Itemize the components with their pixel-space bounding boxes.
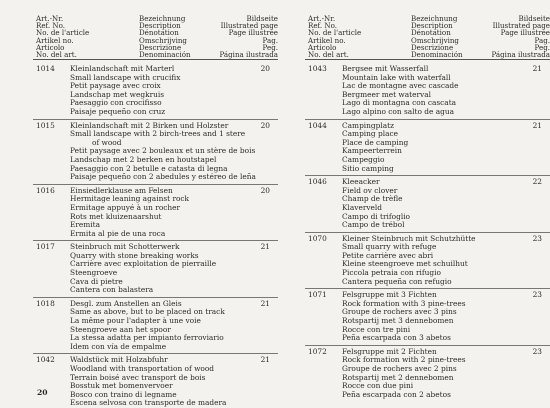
entry-divider: [33, 297, 278, 298]
description-line: Ermita al pie de una roca: [70, 228, 166, 238]
catalogue-entry: [305, 291, 550, 343]
description-line: Steinbruch mit Schotterwerk: [70, 242, 180, 252]
article-number: 1043: [308, 64, 327, 73]
description-line: Paisaje pequeño con 2 abedules y estéreo de leña: [70, 172, 256, 182]
right-column: [305, 15, 550, 399]
illustrated-page-number: 20: [260, 120, 270, 130]
description-line: Paisaje pequeño con cruz: [70, 106, 166, 116]
description-line: Rock formation with 2 pine-trees: [342, 355, 466, 365]
illustrated-page-number: 21: [260, 298, 270, 308]
description-line: Hermitage leaning against rock: [70, 194, 190, 204]
description-line: Sitio camping: [342, 163, 394, 173]
catalogue-entry: [305, 178, 550, 230]
illustrated-page-number: 21: [260, 242, 270, 252]
entry-divider: [305, 232, 550, 233]
catalogue-entry: [33, 356, 278, 408]
article-number: 1042: [36, 355, 55, 365]
description-line: Kleeacker: [342, 177, 380, 187]
description-line: Lago alpino con salto de agua: [342, 106, 455, 116]
description-line: Steengroeve: [70, 268, 118, 278]
description-line: Kleinlandschaft mit Marterl: [70, 64, 175, 73]
catalogue-entry: [305, 122, 550, 174]
illustrated-page-number: 22: [532, 177, 542, 187]
description-line: Rots met kluizenaarshut: [70, 211, 162, 221]
description-line: Cantera pequeña con refugio: [342, 276, 452, 286]
catalogue-entry: [305, 65, 550, 117]
entry-divider: [305, 288, 550, 289]
entry-description: [342, 122, 550, 174]
description-line: Small landscape with crucifix: [70, 72, 181, 82]
catalogue-entry: [33, 187, 278, 239]
description-line: Lago di montagna con cascata: [342, 98, 457, 108]
description-line: Rocce con tre pini: [342, 324, 411, 334]
column-header: [33, 15, 278, 59]
entry-list: [33, 65, 278, 408]
description-line: Campo di trifoglio: [342, 211, 411, 221]
description-line: Kampeerterrein: [342, 146, 402, 156]
description-line: Field ov clover: [342, 185, 398, 195]
description-line: Carrière avec exploitation de pierraille: [70, 259, 217, 269]
description-line: Waldstück mit Holzabfuhr: [70, 355, 168, 365]
description-line: Kleine steengroeve met schuilhut: [342, 259, 468, 269]
illustrated-page-number: 23: [532, 233, 542, 243]
description-line: Piccola petraia con rifugio: [342, 268, 441, 278]
description-line: Petit paysage avec 2 bouleaux et un stère de bois: [70, 146, 256, 156]
description-line: Felsgruppe mit 3 Fichten: [342, 290, 437, 300]
description-line: Same as above, but to be placed on track: [70, 307, 225, 317]
article-number: 1014: [36, 64, 55, 73]
description-line: La même pour l'adapter à une voie: [70, 316, 201, 326]
ref-header: Art.-Nr. Ref. No. No. de l'article Artikel no. Articolo No. del art.: [308, 14, 362, 60]
catalogue-entry: [33, 300, 278, 352]
description-line: Rock formation with 3 pine-trees: [342, 298, 466, 308]
description-line: Campo de trébol: [342, 220, 405, 230]
catalogue-entry: [305, 348, 550, 400]
description-line: Quarry with stone breaking works: [70, 250, 199, 260]
description-line: Petite carrière avec abri: [342, 250, 434, 260]
entry-divider: [33, 184, 278, 185]
entry-description: [70, 65, 278, 117]
description-line: Steengroeve aan het spoor: [70, 324, 171, 334]
description-line: Woodland with transportation of wood: [70, 364, 215, 373]
description-line: Ermitage appuyé à un rocher: [70, 202, 181, 212]
article-number: 1015: [36, 120, 55, 130]
illustrated-page-number: 21: [532, 64, 542, 73]
description-line: Rocce con due pini: [342, 381, 414, 391]
desc-header: Bezeichnung Description Dénotation Omschrijving Descrizione Denominación: [411, 14, 463, 60]
illustrated-page-number: 20: [260, 64, 270, 73]
catalogue-entry: [33, 122, 278, 182]
description-line: Lac de montagne avec cascade: [342, 81, 459, 91]
entry-description: [70, 300, 278, 352]
column-header: [305, 15, 550, 59]
description-line: Eremita: [70, 220, 101, 230]
page-header: Bildseite Illustrated page Page illustrée Pag. Peg. Página ilustrada: [219, 14, 278, 60]
article-number: 1072: [308, 346, 327, 356]
illustrated-page-number: 23: [532, 346, 542, 356]
page-header: Bildseite Illustrated page Page illustrée Pag. Peg. Página ilustrada: [491, 14, 550, 60]
header-rule: [305, 59, 550, 60]
description-line: Campeggio: [342, 154, 385, 164]
description-line: Felsgruppe mit 2 Fichten: [342, 346, 437, 356]
description-line: Campingplatz: [342, 120, 395, 130]
description-line: Bosstuk met bomenvervoer: [70, 381, 173, 391]
description-line: Einsiedlerklause am Felsen: [70, 185, 173, 195]
entry-description: [342, 65, 550, 117]
entry-description: [342, 178, 550, 230]
header-rule: [33, 59, 278, 60]
description-line: Rotspartij met 2 dennebomen: [342, 372, 454, 382]
entry-list: [305, 65, 550, 399]
entry-description: [342, 235, 550, 287]
description-line: Camping place: [342, 129, 399, 139]
article-number: 1016: [36, 185, 55, 195]
description-line: Peña escarpada con 2 abetos: [342, 389, 451, 399]
description-line: Mountain lake with waterfall: [342, 72, 451, 82]
article-number: 1044: [308, 120, 327, 130]
entry-divider: [33, 353, 278, 354]
description-line: Kleinlandschaft mit 2 Birken und Holzster: [70, 120, 229, 130]
description-line: Petit paysage avec croix: [70, 81, 161, 91]
description-line: Paesaggio con 2 betulle e catasta di legna: [70, 163, 228, 173]
description-line: Landschap met 2 berken en houtstapel: [70, 154, 217, 164]
illustrated-page-number: 21: [532, 120, 542, 130]
description-line: Idem con vía de empalme: [70, 341, 167, 351]
description-line: Small landscape with 2 birch-trees and 1 stere: [70, 129, 246, 139]
description-line: Bergsee mit Wasserfall: [342, 64, 429, 73]
description-line: Terrain boisé avec transport de bois: [70, 372, 206, 382]
description-line: Paesaggio con crocifisso: [70, 98, 162, 108]
entry-description: [342, 291, 550, 343]
article-number: 1070: [308, 233, 327, 243]
catalogue-entry: [305, 235, 550, 287]
article-number: 1046: [308, 177, 327, 187]
description-line: Peña escarpada con 3 abetos: [342, 333, 451, 343]
entry-divider: [33, 119, 278, 120]
illustrated-page-number: 21: [260, 355, 270, 365]
description-line: Cantera con balastera: [70, 285, 154, 295]
entry-divider: [33, 240, 278, 241]
description-line: Landschap met wegkruis: [70, 89, 165, 99]
entry-divider: [305, 175, 550, 176]
description-line: Escena selvosa con transporte de madera: [70, 398, 227, 408]
desc-header: Bezeichnung Description Dénotation Omschrijving Descrizione Denominación: [139, 14, 191, 60]
left-column: [33, 15, 278, 408]
description-line: Champ de trèfle: [342, 194, 403, 204]
entry-description: [70, 187, 278, 239]
illustrated-page-number: 20: [260, 185, 270, 195]
entry-description: [70, 356, 278, 408]
description-line: Bergmeer met waterval: [342, 89, 431, 99]
entry-description: [70, 122, 278, 182]
entry-divider: [305, 345, 550, 346]
description-line: Kleiner Steinbruch mit Schutzhütte: [342, 233, 476, 243]
page-number: 20: [37, 388, 48, 397]
catalogue-entry: [33, 243, 278, 295]
article-number: 1017: [36, 242, 55, 252]
description-line: Groupe de rochers avec 3 pins: [342, 307, 457, 317]
description-line: Cava di pietre: [70, 276, 123, 286]
illustrated-page-number: 23: [532, 290, 542, 300]
article-number: 1018: [36, 298, 55, 308]
description-line: Bosco con traino di legname: [70, 389, 177, 399]
entry-divider: [305, 119, 550, 120]
description-line: Klaverveld: [342, 202, 383, 212]
description-line: Place de camping: [342, 137, 409, 147]
description-line: Small quarry with refuge: [342, 242, 437, 252]
article-number: 1071: [308, 290, 327, 300]
catalogue-entry: [33, 65, 278, 117]
description-line: Rotspartij met 3 dennebomen: [342, 316, 454, 326]
description-line: of wood: [92, 137, 122, 147]
description-line: Desgl. zum Anstellen an Gleis: [70, 298, 182, 308]
description-line: Groupe de rochers avec 2 pins: [342, 364, 457, 373]
entry-description: [70, 243, 278, 295]
ref-header: Art.-Nr. Ref. No. No. de l'article Artikel no. Articolo No. del art.: [36, 14, 90, 60]
description-line: La stessa adatta per impianto ferroviario: [70, 333, 224, 343]
entry-description: [342, 348, 550, 400]
